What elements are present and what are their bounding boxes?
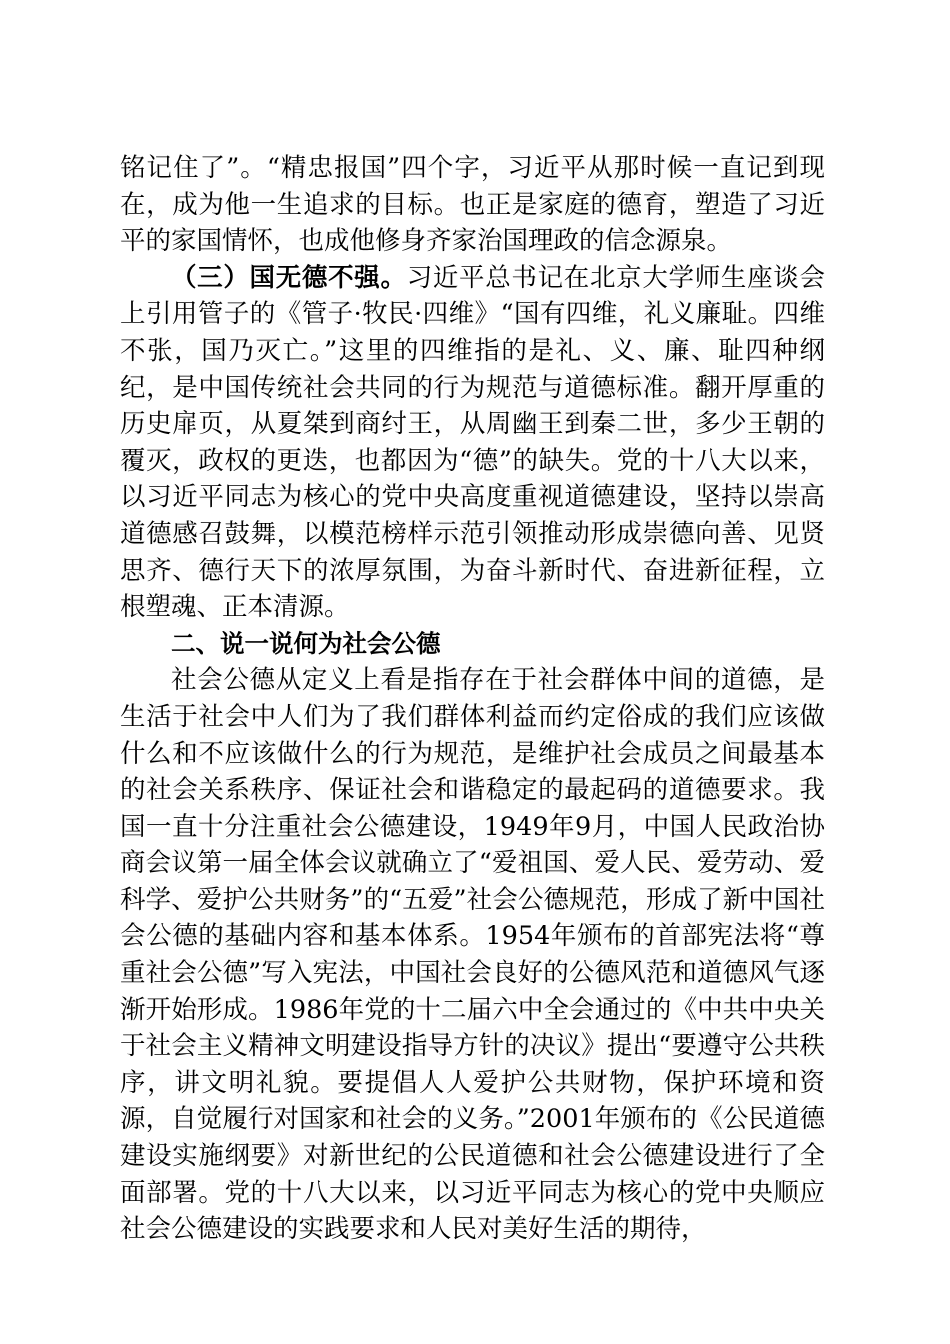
paragraph-text: 习近平总书记在北京大学师生座谈会上引用管子的《管子·牧民·四维》“国有四维，礼义廉耻。四维不张，国乃灭亡。”这里的四维指的是礼、义、廉、耻四种纲纪，是中国传统社会共同的行为规范与道德标准。翻开厚重的历史扉页，从夏桀到商纣王，从周幽王到秦二世，多少王朝的覆灭，政权的更迭，也都因为“德”的缺失。党的十八大以来，以习近平同志为核心的党中央高度重视道德建设，坚持以崇高道德感召鼓舞，以模范榜样示范引领推动形成崇德向善、见贤思齐、德行天下的浓厚氛围，为奋斗新时代、奋进新征程，立根塑魂、正本清源。: [120, 262, 825, 623]
paragraph-lead: （三）国无德不强。: [171, 262, 407, 293]
document-body: [120, 150, 825, 1248]
paragraph-text: 社会公德从定义上看是指存在于社会群体中间的道德，是生活于社会中人们为了我们群体利益而约定俗成的我们应该做什么和不应该做什么的行为规范，是维护社会成员之间最基本的社会关系秩序、保证社会和谐稳定的最起码的道德要求。我国一直十分注重社会公德建设，1949年9月，中国人民政治协商会议第一届全体会议就确立了“爱祖国、爱人民、爱劳动、爱科学、爱护公共财务”的“五爱”社会公德规范，形成了新中国社会公德的基础内容和基本体系。1954年颁布的首部宪法将“尊重社会公德”写入宪法，中国社会良好的公德风范和道德风气逐渐开始形成。1986年党的十二届六中全会通过的《中共中央关于社会主义精神文明建设指导方针的决议》提出“要遵守公共秩序，讲文明礼貌。要提倡人人爱护公共财物，保护环境和资源，自觉履行对国家和社会的义务。”2001年颁布的《公民道德建设实施纲要》对新世纪的公民道德和社会公德建设进行了全面部署。党的十八大以来，以习近平同志为核心的党中央顺应社会公德建设的实践要求和人民对美好生活的期待，: [120, 665, 825, 1245]
paragraph-continuation: [120, 150, 825, 260]
paragraph-social-morality: [120, 662, 825, 1248]
paragraph-guo-wu-de-bu-qiang: [120, 260, 825, 626]
paragraph-text: 铭记住了”。“精忠报国”四个字，习近平从那时候一直记到现在，成为他一生追求的目标。也正是家庭的德育，塑造了习近平的家国情怀，也成他修身齐家治国理政的信念源泉。: [120, 153, 825, 257]
section-heading: 二、说一说何为社会公德: [171, 628, 441, 658]
